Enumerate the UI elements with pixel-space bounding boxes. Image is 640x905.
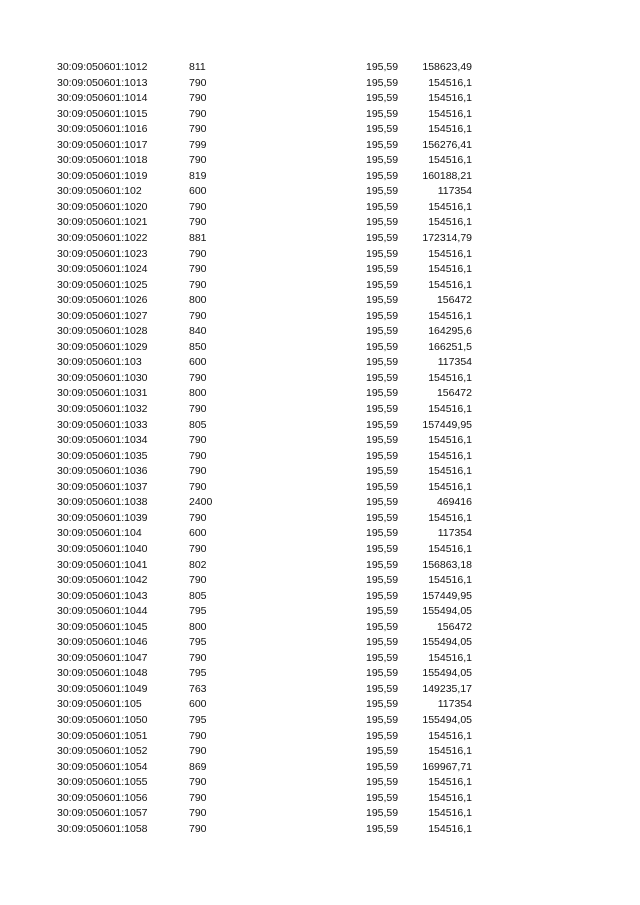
total-value-cell: 156276,41	[422, 138, 472, 151]
area-cell: 805	[189, 418, 207, 431]
total-value-cell: 154516,1	[428, 542, 472, 555]
area-cell: 819	[189, 169, 207, 182]
table-row	[0, 713, 640, 729]
area-cell: 790	[189, 309, 207, 322]
rate-cell: 195,59	[366, 667, 399, 680]
rate-cell: 195,59	[366, 791, 399, 804]
total-value-cell: 117354	[437, 527, 472, 540]
area-cell: 790	[189, 465, 207, 478]
total-value-cell: 154516,1	[428, 465, 472, 478]
total-value-cell: 154516,1	[428, 822, 472, 835]
rate-cell: 195,59	[366, 232, 399, 245]
total-value-cell: 154516,1	[428, 123, 472, 136]
table-row	[0, 775, 640, 791]
rate-cell: 195,59	[366, 325, 399, 338]
cadastral-number-cell: 30:09:050601:1035	[57, 449, 148, 462]
table-row	[0, 635, 640, 651]
cadastral-number-cell: 30:09:050601:1040	[57, 542, 148, 555]
rate-cell: 195,59	[366, 61, 399, 73]
cadastral-number-cell: 30:09:050601:1021	[57, 216, 148, 229]
area-cell: 790	[189, 154, 207, 167]
cadastral-number-cell: 30:09:050601:102	[57, 185, 142, 198]
cadastral-number-cell: 30:09:050601:104	[57, 527, 142, 540]
rate-cell: 195,59	[366, 247, 399, 260]
rate-cell: 195,59	[366, 729, 399, 742]
rate-cell: 195,59	[366, 138, 399, 151]
area-cell: 790	[189, 200, 207, 213]
rate-cell: 195,59	[366, 636, 399, 649]
cadastral-number-cell: 30:09:050601:1023	[57, 247, 148, 260]
cadastral-number-cell: 30:09:050601:1024	[57, 263, 148, 276]
total-value-cell: 154516,1	[428, 807, 472, 820]
area-cell: 790	[189, 76, 207, 89]
area-cell: 790	[189, 511, 207, 524]
rate-cell: 195,59	[366, 169, 399, 182]
table-row	[0, 791, 640, 807]
area-cell: 600	[189, 185, 207, 198]
table-row	[0, 402, 640, 418]
table-row	[0, 526, 640, 542]
total-value-cell: 154516,1	[428, 791, 472, 804]
rate-cell: 195,59	[366, 449, 399, 462]
cadastral-number-cell: 30:09:050601:1012	[57, 61, 148, 73]
area-cell: 795	[189, 713, 207, 726]
table-row	[0, 138, 640, 154]
table-row	[0, 247, 640, 263]
total-value-cell: 155494,05	[422, 605, 472, 618]
area-cell: 790	[189, 807, 207, 820]
table-row	[0, 620, 640, 636]
table-row	[0, 697, 640, 713]
rate-cell: 195,59	[366, 465, 399, 478]
table-row	[0, 542, 640, 558]
rate-cell: 195,59	[366, 558, 399, 571]
cadastral-number-cell: 30:09:050601:1036	[57, 465, 148, 478]
cadastral-number-cell: 30:09:050601:1022	[57, 232, 148, 245]
rate-cell: 195,59	[366, 807, 399, 820]
cadastral-number-cell: 30:09:050601:1057	[57, 807, 148, 820]
total-value-cell: 154516,1	[428, 263, 472, 276]
area-cell: 800	[189, 387, 207, 400]
table-row	[0, 822, 640, 838]
cadastral-number-cell: 30:09:050601:1038	[57, 496, 148, 509]
cadastral-number-cell: 30:09:050601:1041	[57, 558, 148, 571]
rate-cell: 195,59	[366, 263, 399, 276]
rate-cell: 195,59	[366, 542, 399, 555]
rate-cell: 195,59	[366, 620, 399, 633]
area-cell: 790	[189, 745, 207, 758]
cadastral-number-cell: 30:09:050601:1049	[57, 682, 148, 695]
table-row	[0, 262, 640, 278]
rate-cell: 195,59	[366, 216, 399, 229]
area-cell: 800	[189, 294, 207, 307]
rate-cell: 195,59	[366, 154, 399, 167]
total-value-cell: 117354	[437, 698, 472, 711]
total-value-cell: 154516,1	[428, 154, 472, 167]
rate-cell: 195,59	[366, 776, 399, 789]
total-value-cell: 154516,1	[428, 574, 472, 587]
table-row	[0, 107, 640, 123]
area-cell: 850	[189, 340, 207, 353]
cadastral-number-cell: 30:09:050601:1027	[57, 309, 148, 322]
area-cell: 790	[189, 403, 207, 416]
table-row	[0, 729, 640, 745]
cadastral-number-cell: 30:09:050601:1026	[57, 294, 148, 307]
table-row	[0, 418, 640, 434]
total-value-cell: 117354	[437, 356, 472, 369]
rate-cell: 195,59	[366, 822, 399, 835]
table-row	[0, 169, 640, 185]
total-value-cell: 154516,1	[428, 403, 472, 416]
total-value-cell: 154516,1	[428, 92, 472, 105]
table-row	[0, 651, 640, 667]
area-cell: 790	[189, 92, 207, 105]
area-cell: 600	[189, 698, 207, 711]
table-row	[0, 215, 640, 231]
table-row	[0, 666, 640, 682]
table-row	[0, 184, 640, 200]
rate-cell: 195,59	[366, 418, 399, 431]
table-row	[0, 806, 640, 822]
area-cell: 795	[189, 667, 207, 680]
cadastral-number-cell: 30:09:050601:1015	[57, 107, 148, 120]
rate-cell: 195,59	[366, 185, 399, 198]
table-row	[0, 604, 640, 620]
cadastral-number-cell: 30:09:050601:1029	[57, 340, 148, 353]
rate-cell: 195,59	[366, 745, 399, 758]
total-value-cell: 154516,1	[428, 76, 472, 89]
cadastral-number-cell: 30:09:050601:1033	[57, 418, 148, 431]
total-value-cell: 156472	[436, 294, 472, 307]
area-cell: 802	[189, 558, 207, 571]
area-cell: 790	[189, 651, 207, 664]
cadastral-number-cell: 30:09:050601:1031	[57, 387, 148, 400]
cadastral-number-cell: 30:09:050601:1055	[57, 776, 148, 789]
total-value-cell: 154516,1	[428, 745, 472, 758]
area-cell: 600	[189, 356, 207, 369]
cadastral-number-cell: 30:09:050601:1047	[57, 651, 148, 664]
area-cell: 790	[189, 247, 207, 260]
cadastral-number-cell: 30:09:050601:1051	[57, 729, 148, 742]
table-row	[0, 355, 640, 371]
cadastral-number-cell: 30:09:050601:1025	[57, 278, 148, 291]
table-row	[0, 371, 640, 387]
total-value-cell: 155494,05	[422, 667, 472, 680]
total-value-cell: 155494,05	[422, 636, 472, 649]
data-table	[0, 60, 640, 837]
total-value-cell: 158623,49	[422, 61, 472, 73]
rate-cell: 195,59	[366, 605, 399, 618]
cadastral-number-cell: 30:09:050601:1019	[57, 169, 148, 182]
rate-cell: 195,59	[366, 760, 399, 773]
cadastral-number-cell: 30:09:050601:1052	[57, 745, 148, 758]
total-value-cell: 117354	[437, 185, 472, 198]
total-value-cell: 149235,17	[422, 682, 472, 695]
table-row	[0, 231, 640, 247]
cadastral-number-cell: 30:09:050601:1039	[57, 511, 148, 524]
total-value-cell: 469416	[436, 496, 472, 509]
rate-cell: 195,59	[366, 403, 399, 416]
rate-cell: 195,59	[366, 200, 399, 213]
cadastral-number-cell: 30:09:050601:1050	[57, 713, 148, 726]
cadastral-number-cell: 30:09:050601:1030	[57, 371, 148, 384]
area-cell: 790	[189, 791, 207, 804]
total-value-cell: 154516,1	[428, 449, 472, 462]
rate-cell: 195,59	[366, 682, 399, 695]
table-row	[0, 480, 640, 496]
cadastral-number-cell: 30:09:050601:1014	[57, 92, 148, 105]
cadastral-number-cell: 30:09:050601:1020	[57, 200, 148, 213]
total-value-cell: 154516,1	[428, 107, 472, 120]
cadastral-number-cell: 30:09:050601:1058	[57, 822, 148, 835]
total-value-cell: 154516,1	[428, 776, 472, 789]
total-value-cell: 166251,5	[428, 340, 472, 353]
area-cell: 790	[189, 107, 207, 120]
rate-cell: 195,59	[366, 527, 399, 540]
table-row	[0, 76, 640, 92]
table-row	[0, 309, 640, 325]
total-value-cell: 156472	[436, 387, 472, 400]
cadastral-number-cell: 30:09:050601:1037	[57, 480, 148, 493]
table-row	[0, 464, 640, 480]
table-row	[0, 293, 640, 309]
cadastral-number-cell: 30:09:050601:105	[57, 698, 142, 711]
rate-cell: 195,59	[366, 356, 399, 369]
area-cell: 799	[189, 138, 207, 151]
cadastral-number-cell: 30:09:050601:1034	[57, 434, 148, 447]
cadastral-number-cell: 30:09:050601:1045	[57, 620, 148, 633]
area-cell: 790	[189, 216, 207, 229]
area-cell: 790	[189, 776, 207, 789]
area-cell: 763	[189, 682, 207, 695]
cadastral-number-cell: 30:09:050601:1046	[57, 636, 148, 649]
rate-cell: 195,59	[366, 123, 399, 136]
rate-cell: 195,59	[366, 107, 399, 120]
area-cell: 881	[189, 232, 207, 245]
area-cell: 2400	[189, 496, 213, 509]
area-cell: 790	[189, 822, 207, 835]
cadastral-number-cell: 30:09:050601:1013	[57, 76, 148, 89]
total-value-cell: 164295,6	[428, 325, 472, 338]
table-row	[0, 682, 640, 698]
rate-cell: 195,59	[366, 480, 399, 493]
total-value-cell: 154516,1	[428, 278, 472, 291]
cadastral-number-cell: 30:09:050601:103	[57, 356, 142, 369]
area-cell: 840	[189, 325, 207, 338]
cadastral-number-cell: 30:09:050601:1028	[57, 325, 148, 338]
area-cell: 800	[189, 620, 207, 633]
area-cell: 805	[189, 589, 207, 602]
area-cell: 790	[189, 574, 207, 587]
rate-cell: 195,59	[366, 76, 399, 89]
cadastral-number-cell: 30:09:050601:1016	[57, 123, 148, 136]
rate-cell: 195,59	[366, 511, 399, 524]
rate-cell: 195,59	[366, 294, 399, 307]
area-cell: 790	[189, 434, 207, 447]
rate-cell: 195,59	[366, 387, 399, 400]
total-value-cell: 155494,05	[422, 713, 472, 726]
area-cell: 790	[189, 449, 207, 462]
rate-cell: 195,59	[366, 92, 399, 105]
total-value-cell: 154516,1	[428, 309, 472, 322]
area-cell: 790	[189, 371, 207, 384]
area-cell: 790	[189, 542, 207, 555]
total-value-cell: 156472	[436, 620, 472, 633]
area-cell: 790	[189, 480, 207, 493]
area-cell: 790	[189, 263, 207, 276]
table-row	[0, 324, 640, 340]
rate-cell: 195,59	[366, 371, 399, 384]
area-cell: 811	[189, 61, 206, 73]
rate-cell: 195,59	[366, 713, 399, 726]
total-value-cell: 154516,1	[428, 371, 472, 384]
cadastral-number-cell: 30:09:050601:1054	[57, 760, 148, 773]
cadastral-number-cell: 30:09:050601:1017	[57, 138, 148, 151]
table-row	[0, 122, 640, 138]
rate-cell: 195,59	[366, 434, 399, 447]
table-row	[0, 573, 640, 589]
table-row	[0, 511, 640, 527]
table-row	[0, 449, 640, 465]
total-value-cell: 157449,95	[422, 418, 472, 431]
area-cell: 795	[189, 605, 207, 618]
rate-cell: 195,59	[366, 574, 399, 587]
total-value-cell: 172314,79	[422, 232, 472, 245]
rate-cell: 195,59	[366, 340, 399, 353]
rate-cell: 195,59	[366, 278, 399, 291]
cadastral-number-cell: 30:09:050601:1018	[57, 154, 148, 167]
table-row	[0, 433, 640, 449]
table-row	[0, 760, 640, 776]
cadastral-number-cell: 30:09:050601:1032	[57, 403, 148, 416]
area-cell: 600	[189, 527, 207, 540]
table-row	[0, 200, 640, 216]
table-row	[0, 386, 640, 402]
table-row	[0, 91, 640, 107]
total-value-cell: 154516,1	[428, 434, 472, 447]
total-value-cell: 154516,1	[428, 729, 472, 742]
cadastral-number-cell: 30:09:050601:1048	[57, 667, 148, 680]
total-value-cell: 157449,95	[422, 589, 472, 602]
area-cell: 795	[189, 636, 207, 649]
total-value-cell: 154516,1	[428, 216, 472, 229]
total-value-cell: 160188,21	[422, 169, 472, 182]
table-row	[0, 278, 640, 294]
total-value-cell: 154516,1	[428, 247, 472, 260]
total-value-cell: 156863,18	[422, 558, 472, 571]
cadastral-number-cell: 30:09:050601:1056	[57, 791, 148, 804]
cadastral-number-cell: 30:09:050601:1043	[57, 589, 148, 602]
total-value-cell: 154516,1	[428, 200, 472, 213]
table-row	[0, 495, 640, 511]
cadastral-number-cell: 30:09:050601:1044	[57, 605, 148, 618]
total-value-cell: 154516,1	[428, 651, 472, 664]
table-row	[0, 340, 640, 356]
rate-cell: 195,59	[366, 496, 399, 509]
area-cell: 790	[189, 123, 207, 136]
rate-cell: 195,59	[366, 651, 399, 664]
table-row	[0, 153, 640, 169]
rate-cell: 195,59	[366, 589, 399, 602]
area-cell: 790	[189, 278, 207, 291]
cadastral-number-cell: 30:09:050601:1042	[57, 574, 148, 587]
total-value-cell: 169967,71	[422, 760, 472, 773]
area-cell: 790	[189, 729, 207, 742]
rate-cell: 195,59	[366, 309, 399, 322]
total-value-cell: 154516,1	[428, 480, 472, 493]
table-row	[0, 60, 640, 76]
rate-cell: 195,59	[366, 698, 399, 711]
table-row	[0, 589, 640, 605]
table-row	[0, 558, 640, 574]
total-value-cell: 154516,1	[428, 511, 472, 524]
table-row	[0, 744, 640, 760]
area-cell: 869	[189, 760, 207, 773]
